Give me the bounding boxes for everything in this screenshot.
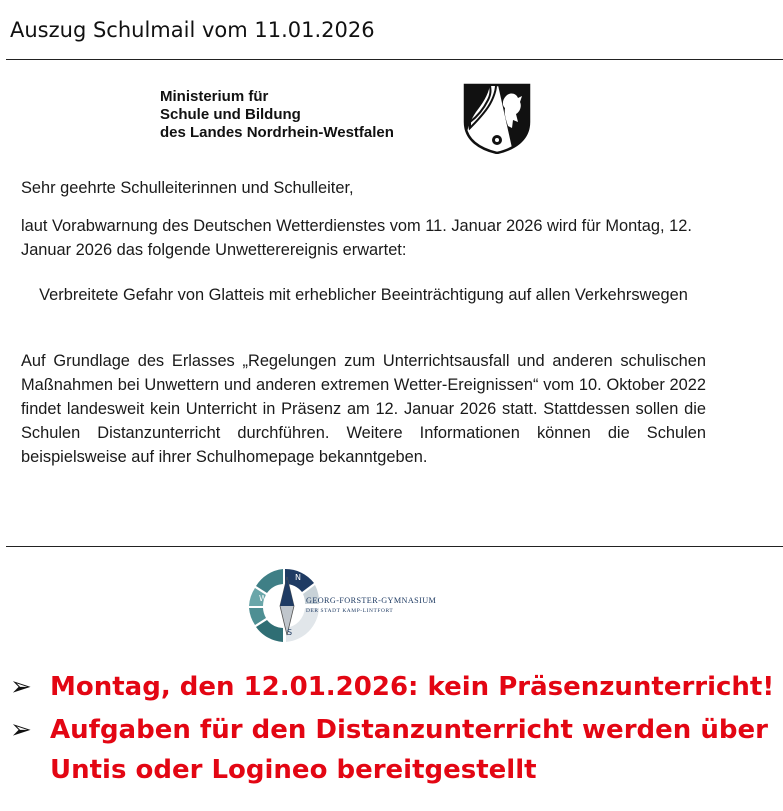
top-divider: [6, 59, 783, 60]
announcement-text: Montag, den 12.01.2026: kein Präsenzunterricht!: [50, 672, 775, 702]
ministry-name: [160, 88, 394, 142]
ministry-line: des Landes Nordrhein-Westfalen: [160, 124, 394, 141]
school-subtitle: der Stadt Kamp-Lintfort: [306, 608, 394, 614]
announcement-text: Aufgaben für den Distanzunterricht werden über Untis oder Logineo bereitgestellt: [50, 715, 768, 785]
letter-greeting: Sehr geehrte Schulleiterinnen und Schulleiter,: [21, 179, 354, 197]
ministry-line: Ministerium für: [160, 88, 269, 105]
ministry-line: Schule und Bildung: [160, 106, 301, 123]
compass-w: W: [259, 594, 267, 603]
middle-divider: [6, 546, 783, 547]
bullet-arrow-icon: ➢: [10, 715, 32, 745]
school-name: Georg-Forster-Gymnasium: [306, 596, 437, 605]
school-logo: [244, 564, 444, 646]
compass-s: S: [287, 628, 293, 637]
announcement-item: [10, 667, 780, 707]
announcement-item: [10, 710, 780, 790]
warning-intro: laut Vorabwarnung des Deutschen Wetterdienstes vom 11. Januar 2026 wird für Montag, 12. Januar 2026 das folgende Unwetterereignis erwartet:: [21, 217, 692, 259]
hazard-statement: Verbreitete Gefahr von Glatteis mit erheblicher Beeinträchtigung auf allen Verkehrswegen: [39, 286, 688, 304]
compass-n: N: [295, 573, 301, 582]
bullet-arrow-icon: ➢: [10, 672, 32, 702]
page-title: Auszug Schulmail vom 11.01.2026: [10, 18, 375, 42]
nrw-coat-of-arms-icon: [462, 82, 532, 154]
decree-paragraph: Auf Grundlage des Erlasses „Regelungen zum Unterrichtsausfall und anderen schulischen Maßnahmen bei Unwettern und anderen extremen Wetter-Ereignissen“ vom 10. Oktober 2022 findet landesweit kein Unterricht in Präsenz am 12. Januar 2026 statt. Stattdessen sollen die Schulen Distanzunterricht durchführen. Weitere Informationen können die Schulen beispielsweise auf ihrer Schulhomepage bekanntgeben.: [21, 352, 706, 466]
